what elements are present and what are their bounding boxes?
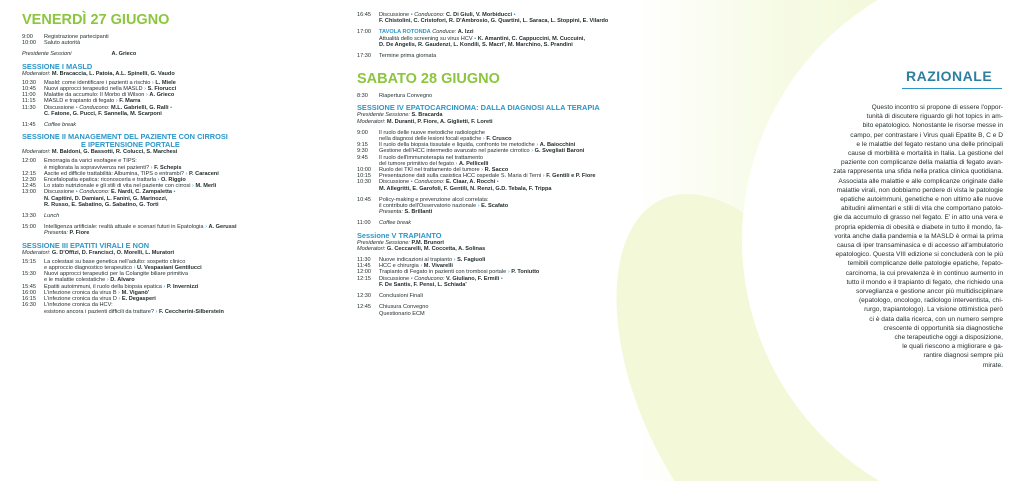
discussion-row: 16:45 Discussione • Conducono: C. Di Giuli, V. Morbiducci • [357, 12, 516, 18]
round-table-row: 17:00 TAVOLA ROTONDA Conduce: A. Izzi [357, 29, 474, 36]
program-row: 10:00 Saluto autorità [22, 40, 81, 47]
discussion-row: 10:30 Discussione • Conducono: E. Ciaar, A. Rocchi • [357, 179, 499, 186]
day-title-saturday: SABATO 28 GIUGNO [357, 71, 500, 88]
session-moderators: Moderatori: M. Bracaccia, L. Patoia, A.L. Spinelli, G. Vaudo [22, 70, 175, 77]
session-title: SESSIONE III EPATITI VIRALI E NON [22, 240, 150, 250]
program-column-friday: VENERDÌ 27 GIUGNO 9:00 Registrazione partecipanti 10:00 Saluto autorità Presidente Sessioni A. Grieco SESSIONE I MASLD Moderatori: M. Bracaccia, L. Patoia, A.L. Spinelli, G. Vaudo 10:30 Masld: come identificare i pazienti a rischio › L. Miele 10:45 Nuovi approcci terapeutici nella MASLD › S. Fiorucci 11:00 Malattie da accumulo: Il Morbo di Wilson › A. Grieco 11:15 MASLD e trapianto di fegato › F. Marra 11:30 Discussione • Conducono: M.L. Gabrielli, G. Ralli • C. Fatone, G. Pucci, F. Sannella, M. Scarponi 11:45 Coffee break SESSIONE II MANAGEMENT DEL PAZIENTE CON CIRROSI E IPERTENSIONE PORTALE Moderatori: M. Baldoni, G. Bassotti, R. Colucci, S. Marchesi 12:00 Emorragia da varici esofagee e TIPS: è migliorata la sopravvivenza nei pazienti? › F. Schepis 12:15 Ascite ed difficile trattabilità: Albumina, TIPS o entrambi? › P. Caraceni 12:30 Encefalopatia epatica: riconoscerla e trattarla › O. Riggio 12:45 Lo stato nutrizionale e gli stili di vita nel paziente con cirrosi › M. Merli 13:00 Discussione • Conducono: E. Nardi, C. Zampaletta • N. Capitini, D. Damiani, L. Fanini, G. Marinozzi, R. Russo, E. Sabatino, G. Sabatino, G. Torti 13:30 Lunch 15:00 Intelligenza artificiale: realtà attuale e scenari futuri in Epatologia › A. Gerussi Presenta: P. Fiore SESSIONE III EPATITI VIRALI E NON Moderatori: G. D'Offizi, D. Francisci, O. Morelli, L. Muratori 15:15 La colestasi su base genetica nell'adulto: sospetto clinico e approccio diagnostico terapeutico › U. Vespasiani Gentilucci 15:30 Nuovi approcci terapeutici per la Colangite biliare primitiva e le malattie colestatiche › D. Alvaro 15:45 Epatiti autoimmuni, il ruolo della biopsia epatica › P. Invernizzi 16:00 L'infezione cronica da virus B › M. Viganò' 16:15 L'infezione cronica da virus D › E. Degasperi 16:30 L'infezione cronica da HCV: esistono ancora i pazienti difficili da trattare? › F. Ceccherini-Silberstein [22, 12, 322, 315]
day-title-friday: VENERDÌ 27 GIUGNO [22, 12, 170, 28]
program-column-saturday: 16:45 Discussione • Conducono: C. Di Giuli, V. Morbiducci • F. Chistolini, C. Cristofori, R. D'Ambrosio, G. Quartini, L. Saraca, L. Stoppini, E. Vilardo 17:00 TAVOLA ROTONDA Conduce: A. Izzi Attualità dello screening su virus HCV • K. Amantini, C. Cappuccini, M. Cuccuini, D. De Angelis, R. Gaudenzi, L. Kondili, S. Macri', M. Marchino, S. Prandini 17:30 Termine prima giornata SABATO 28 GIUGNO 8:30 Riapertura Convegno SESSIONE IV EPATOCARCINOMA: DALLA DIAGNOSI ALLA TERAPIA Presidente Sessione: S. Bracarda Moderatori: M. Duranti, P. Fiore, A. Giglietti, F. Loreti 9:00 Il ruolo delle nuove metodiche radiologiche nella diagnosi delle lesioni focali epatiche › F. Crusco 9:15 Il ruolo della biopsia tissutale e liquida, confronto tre metodiche › A. Baiocchini 9:30 Gestione dell'HCC intermedio avanzato nel paziente cirrotico › G. Svegliati Baroni 9:45 Il ruolo dell'immunoterapia nel trattamento del tumore primitivo del fegato › A. Pellicelli 10:00 Ruolo dei TKI nel trattamento del tumore › R. Sacco 10:15 Presentazione dati sulla casistica HCC ospedale S. Maria di Terni › F. Gentili e P. Fiore 10:30 Discussione • Conducono: E. Ciaar, A. Rocchi • M. Allegritti, E. Garofoli, F. Gentili, N. Renzi, G.D. Tebala, F. Trippa 10:45 Policy-making e prevenzione alcol correlata: il contributo dell'Osservatorio nazionale › E. Scafato Presenta: S. Brillanti 11:00 Coffee break Sessione V TRAPIANTO Presidente Sessione: P.M. Brunori Moderatori: G. Ceccarelli, M. Coccetta, A. Solinas 11:30 Nuove indicazioni al trapianto › S. Fagiuoli 11:45 HCC e chirurgia › M. Vivarelli 12:00 Trapianto di Fegato in pazienti con trombosi portale › P. Toniutto 12:15 Discussione • Conducono: V. Giuliano, F. Ermili • F. De Santis, F. Pensi, L. Schiada' 12:30 Conclusioni Finali 12:45 Chiusura Convegno Questionario ECM [357, 12, 667, 317]
session-title: SESSIONE I MASLD [22, 61, 93, 71]
session-title: SESSIONE II MANAGEMENT DEL PAZIENTE CON CIRROSI [22, 132, 228, 142]
rationale-title: RAZIONALE [906, 68, 993, 84]
session-president: Presidente Sessione: S. Bracarda [357, 112, 443, 119]
session-moderators: Moderatori: M. Duranti, P. Fiore, A. Giglietti, F. Loreti [357, 118, 493, 125]
session-title: SESSIONE IV EPATOCARCINOMA: DALLA DIAGNOSI ALLA TERAPIA [357, 103, 600, 113]
rationale-divider [902, 88, 1002, 89]
discussion-row: 11:30 Discussione • Conducono: M.L. Gabrielli, G. Ralli • [22, 104, 173, 111]
session-president: Presidente Sessione: P.M. Brunori [357, 239, 444, 246]
session-moderators: Moderatori: G. D'Offizi, D. Francisci, O. Morelli, L. Muratori [22, 249, 175, 256]
session-title: Sessione V TRAPIANTO [357, 230, 442, 240]
rationale-text: Questo incontro si propone di essere l'oppor- tunità di discutere riguardo gli hot topics in am- bito epatologico. Nonostante le risorse messe in campo, per contrastare i Virus quali Epatite B, C e D e le malattie del fegato restano una delle principali cause di morbilità e mortalità in Italia. La gestione del paziente con complicanze della malattia di fegato avan- zata rappresenta una sfida nella pratica clinica quotidiana. Associata alle malattie e alle complicanze originate dalle malattie virali, non dobbiamo perdere di vista le patologie epatiche autoimmuni, genetiche e non ultimo alle nuove abitudini alimentari e stili di vita che comportano patolo- gie da accumulo di grasso nel fegato. E' in atto una vera e propria epidemia di obesità e diabete in tutto il mondo, fa- vorita anche dalla pandemia e la MASLD è ormai la prima causa di iper transaminasica e di accesso all'ambulatorio epatologico. Questa VIII edizione si concluderà con le più temibili complicanze delle patologie epatiche, l'epato- carcinoma, la cui prevalenza è in continuo aumento in tutto il mondo e il trapianto di fegato, che richiedo una sorveglianza e gestione ancor più multidisciplinare (epatologo, oncologo, radiologo interventista, chi- rurgo, trapiantologo). La visione ottimistica però ci è data dalla ricerca, con un numero sempre crescente di opportunità sia diagnostiche che terapeutiche oggi a disposizione, le quali riescono a migliorare e ga- rantire diagnosi sempre più mirate. [833, 104, 1003, 369]
program-row: 9:00 Registrazione partecipanti [22, 34, 109, 40]
discussion-row: 12:15 Discussione • Conducono: V. Giuliano, F. Ermili • [357, 275, 503, 282]
discussion-row: 13:00 Discussione • Conducono: E. Nardi, C. Zampaletta • [22, 189, 176, 196]
session-moderators: Moderatori: M. Baldoni, G. Bassotti, R. Colucci, S. Marchesi [22, 149, 178, 156]
session-president: Presidente Sessioni A. Grieco [22, 51, 137, 58]
session-moderators: Moderatori: G. Ceccarelli, M. Coccetta, A. Solinas [357, 245, 486, 252]
